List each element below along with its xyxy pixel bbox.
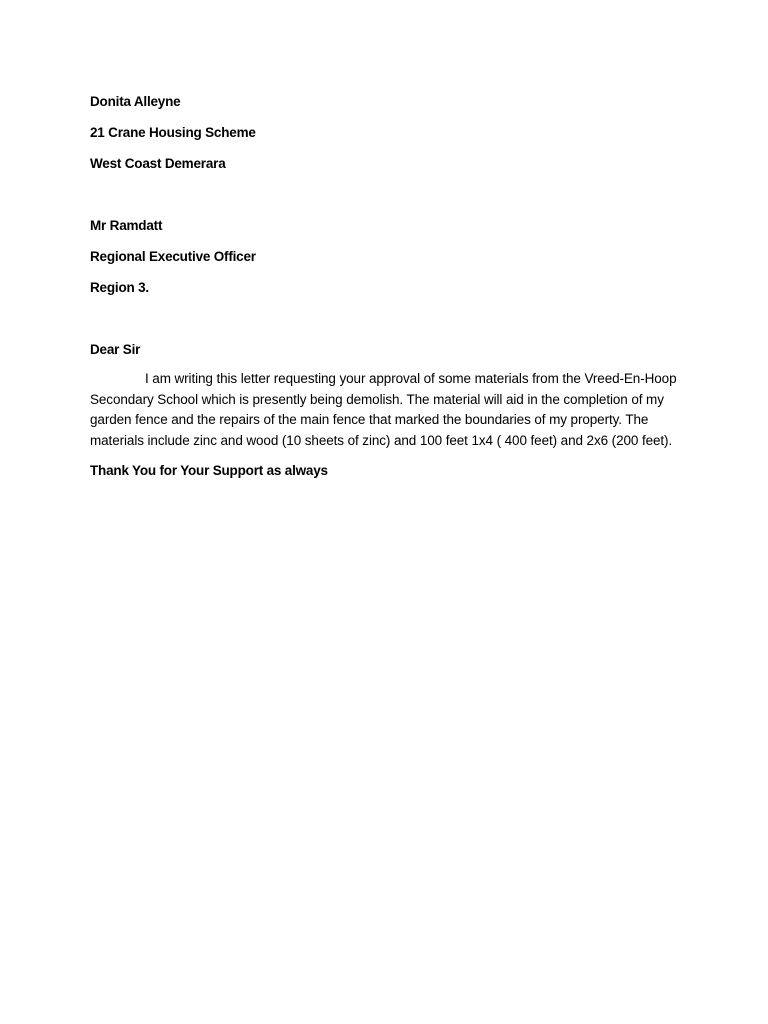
sender-address-line1: 21 Crane Housing Scheme bbox=[90, 125, 256, 140]
letter-document bbox=[90, 92, 682, 481]
sender-address-line2: West Coast Demerara bbox=[90, 156, 226, 171]
recipient-block bbox=[90, 216, 682, 298]
recipient-name: Mr Ramdatt bbox=[90, 218, 163, 233]
letter-body: I am writing this letter requesting your approval of some materials from the Vreed-En-Hoop Secondary School which is presently being demolish. The material will aid in the completion of my garden fence and the repairs of the main fence that marked the boundaries of my property. The materials include zinc and wood (10 sheets of zinc) and 100 feet 1x4 ( 400 feet) and 2x6 (200 feet). bbox=[90, 371, 677, 448]
closing-line: Thank You for Your Support as always bbox=[90, 463, 328, 478]
recipient-region: Region 3. bbox=[90, 280, 149, 295]
salutation: Dear Sir bbox=[90, 342, 141, 357]
sender-block bbox=[90, 92, 682, 174]
sender-name: Donita Alleyne bbox=[90, 94, 181, 109]
recipient-title: Regional Executive Officer bbox=[90, 249, 256, 264]
